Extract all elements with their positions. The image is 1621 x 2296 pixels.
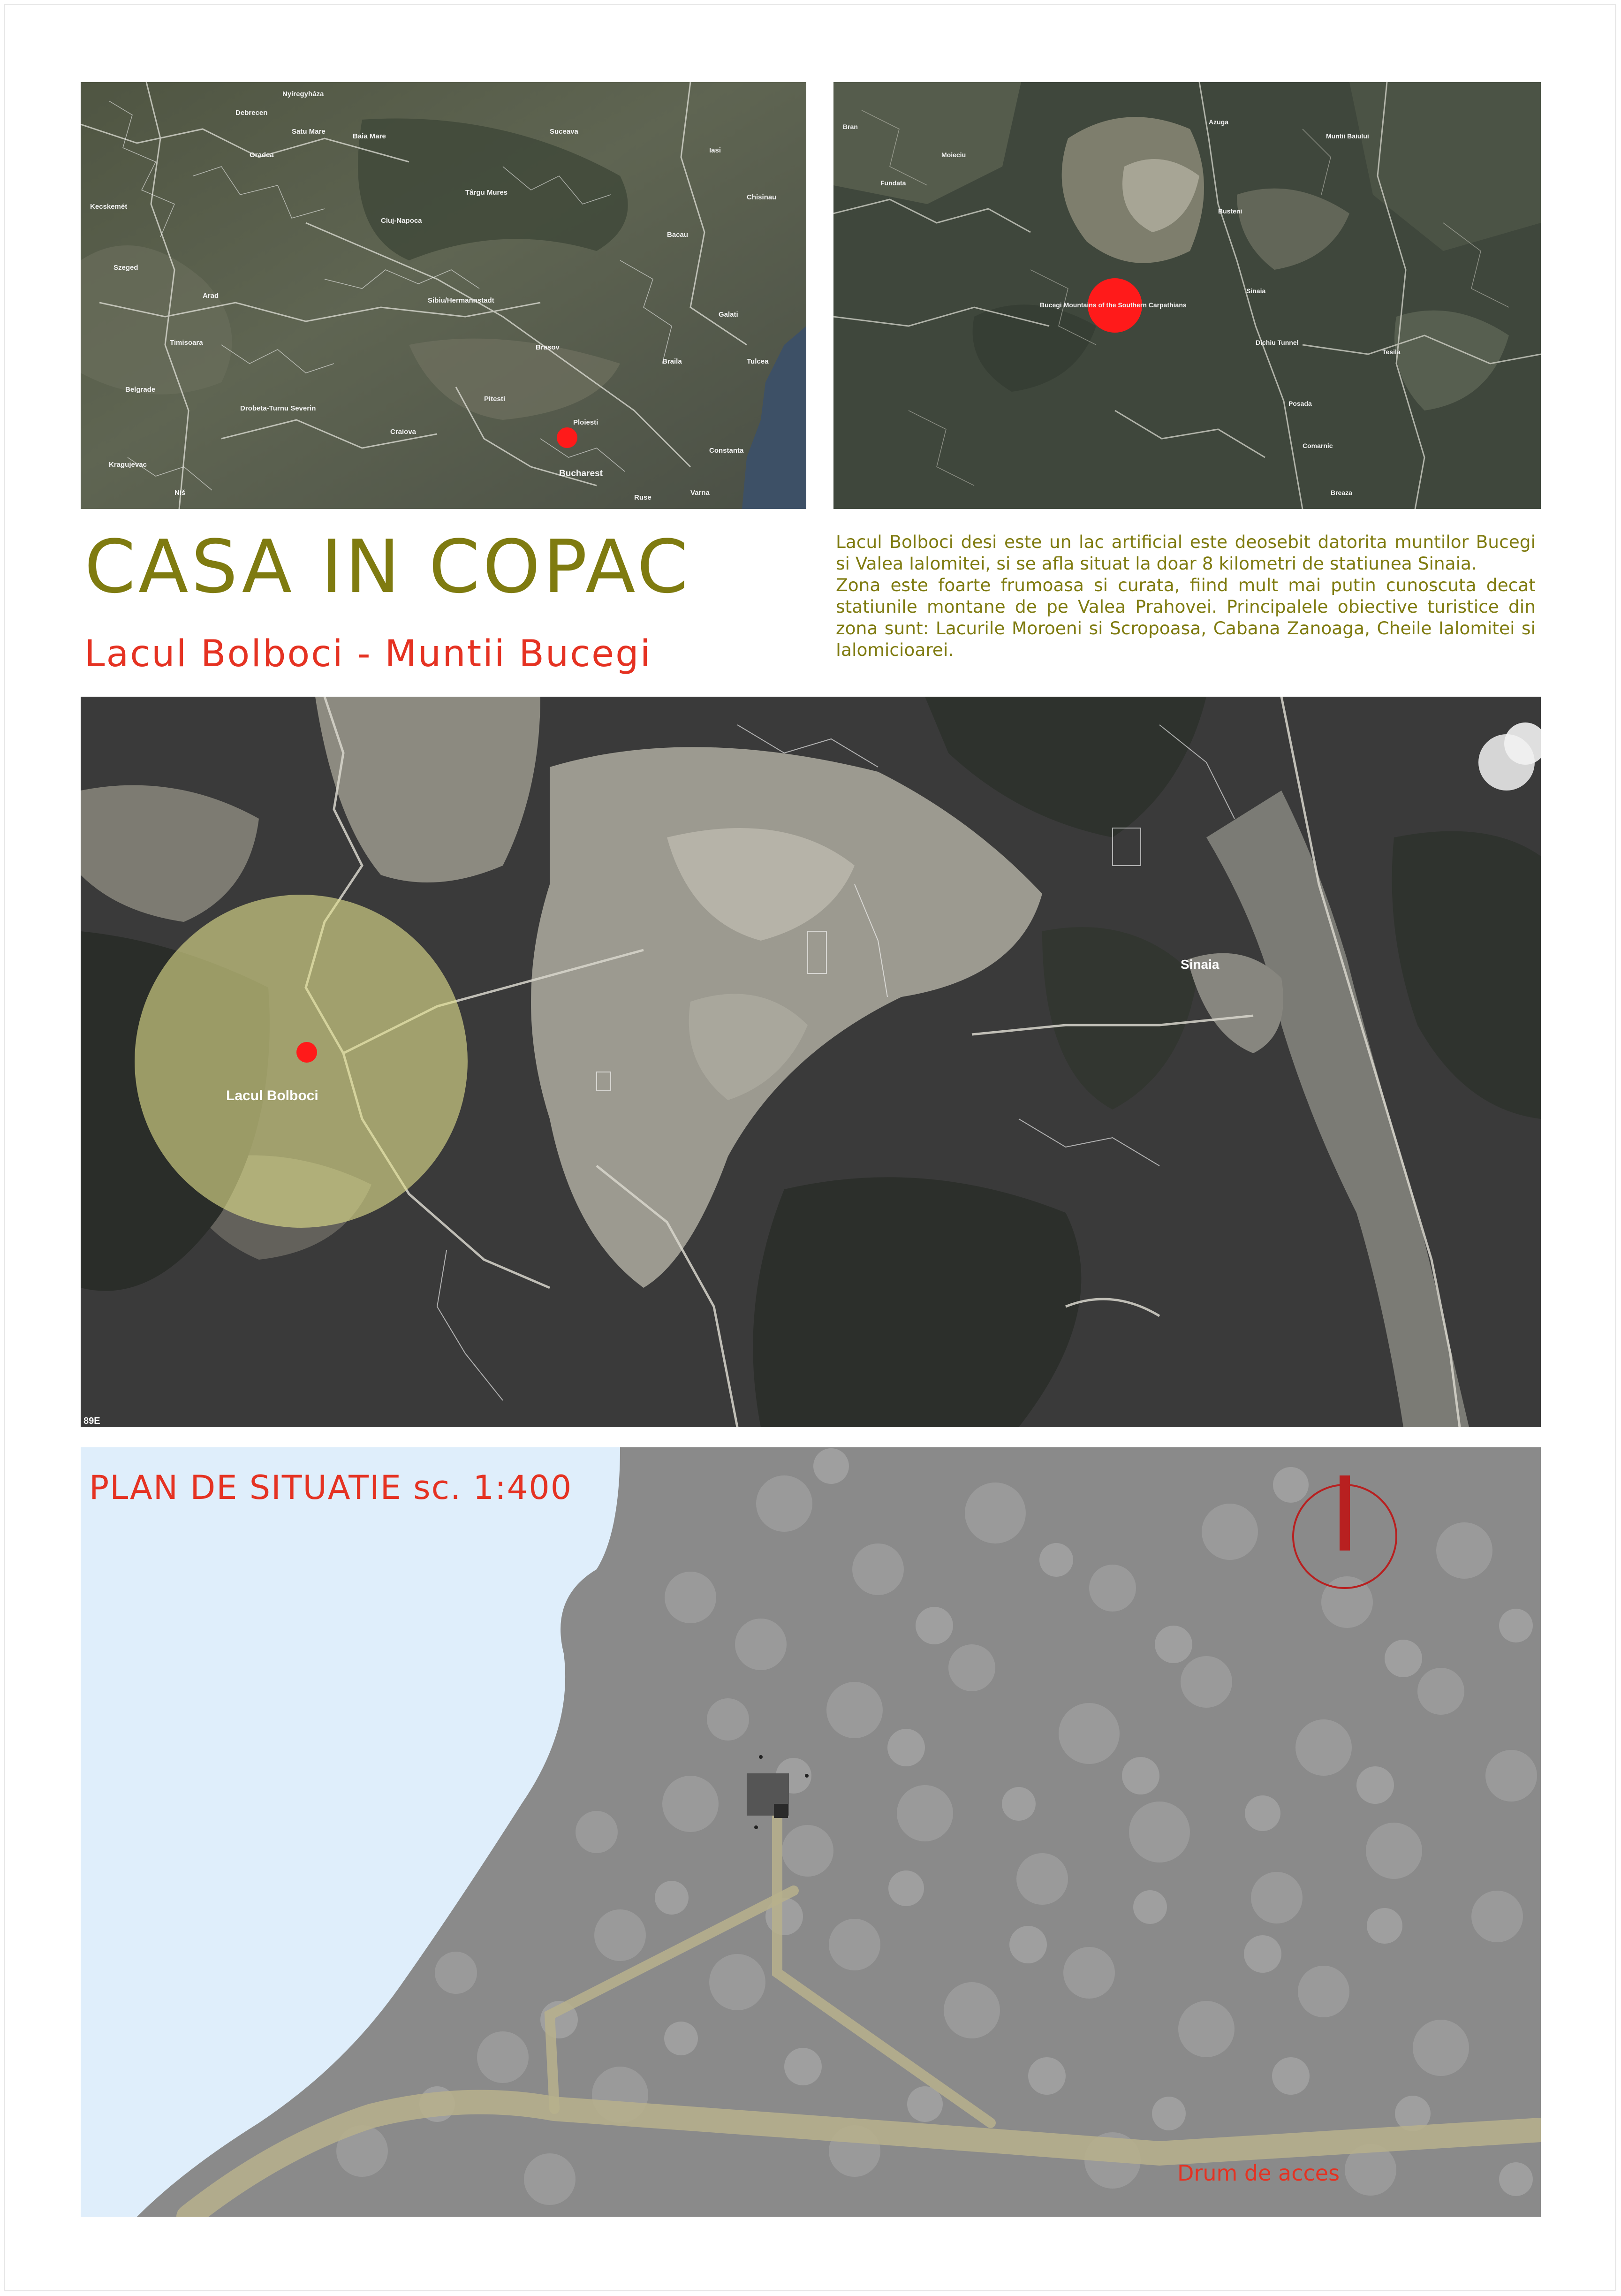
regional-map-bucegi: [833, 82, 1541, 509]
page-subtitle: Lacul Bolboci - Muntii Bucegi: [84, 633, 652, 675]
place-label: Arad: [203, 292, 219, 300]
place-label: Varna: [690, 489, 710, 497]
place-label: Baia Mare: [353, 132, 386, 140]
place-label: Brasov: [536, 343, 560, 351]
place-label: Ploiesti: [573, 418, 598, 426]
place-label: Dichiu Tunnel: [1256, 339, 1299, 346]
description-paragraph: Lacul Bolboci desi este un lac artificial este deosebit datorita muntilor Bucegi si Valea Ialomitei, si se afla situat la doar 8 kilometri de statiunea Sinaia.: [836, 532, 1536, 574]
place-label: Constanta: [709, 447, 744, 455]
place-label: Iasi: [709, 146, 721, 154]
place-label: Tesila: [1382, 348, 1401, 356]
access-road-label: Drum de acces: [1177, 2160, 1340, 2186]
detail-satellite-map: [81, 697, 1541, 1427]
place-label: Târgu Mures: [465, 189, 508, 197]
place-label: Cluj-Napoca: [381, 217, 422, 225]
place-label: Ruse: [634, 494, 651, 502]
place-label: Fundata: [880, 179, 906, 187]
description-text: [836, 531, 1536, 661]
overview-map-romania: [81, 82, 806, 509]
place-label: Bucegi Mountains of the Southern Carpathians: [1040, 301, 1187, 309]
place-label: Satu Mare: [292, 128, 326, 136]
place-label: Muntii Baiului: [1326, 132, 1369, 140]
location-marker-dot: [557, 427, 577, 448]
place-label: Kecskemét: [90, 203, 128, 211]
place-label: Bran: [843, 123, 858, 130]
map-corner-label: 89E: [83, 1416, 100, 1426]
place-label: Braila: [662, 357, 682, 365]
site-plan: [81, 1447, 1541, 2217]
place-label: Galati: [719, 311, 738, 319]
place-label: Lacul Bolboci: [226, 1088, 318, 1103]
site-plan-title: PLAN DE SITUATIE sc. 1:400: [89, 1468, 573, 1507]
place-label: Debrecen: [235, 109, 268, 117]
place-label: Nyíregyháza: [282, 90, 324, 98]
page-title: CASA IN COPAC: [84, 524, 691, 609]
place-label: Sibiu/Hermannstadt: [428, 297, 494, 304]
place-label: Bacau: [667, 231, 689, 239]
place-label: Sinaia: [1181, 957, 1220, 972]
place-label: Belgrade: [125, 386, 156, 394]
place-label: Busteni: [1218, 207, 1242, 215]
place-label: Timisoara: [170, 339, 203, 347]
place-label: Bucharest: [559, 469, 603, 479]
place-label: Drobeta-Turnu Severin: [240, 404, 316, 412]
place-label: Tulcea: [747, 357, 769, 365]
tree-house-stair: [774, 1804, 788, 1818]
place-label: Chisinau: [747, 193, 777, 201]
place-label: Suceava: [550, 128, 578, 136]
place-label: Pitesti: [484, 395, 506, 403]
place-label: Posada: [1288, 400, 1312, 407]
place-label: Azuga: [1209, 118, 1228, 126]
place-label: Niš: [174, 489, 186, 497]
place-label: Breaza: [1331, 489, 1352, 496]
site-marker-dot: [296, 1042, 317, 1063]
place-label: Comarnic: [1303, 442, 1333, 449]
place-label: Kragujevac: [109, 461, 147, 469]
description-paragraph: Zona este foarte frumoasa si curata, fiind mult mai putin cunoscuta decat statiunile montane de pe Valea Prahovei. Principalele obiective turistice din zona sunt: Lacurile Moroeni si Scropoasa, Cabana Zanoaga, Cheile Ialomitei si Ialomicioarei.: [836, 575, 1536, 660]
place-label: Craiova: [390, 428, 417, 436]
place-label: Oradea: [250, 151, 274, 159]
place-label: Sinaia: [1246, 287, 1266, 295]
site-area-circle: [135, 895, 468, 1228]
place-label: Szeged: [114, 264, 138, 272]
place-label: Moieciu: [941, 151, 966, 159]
